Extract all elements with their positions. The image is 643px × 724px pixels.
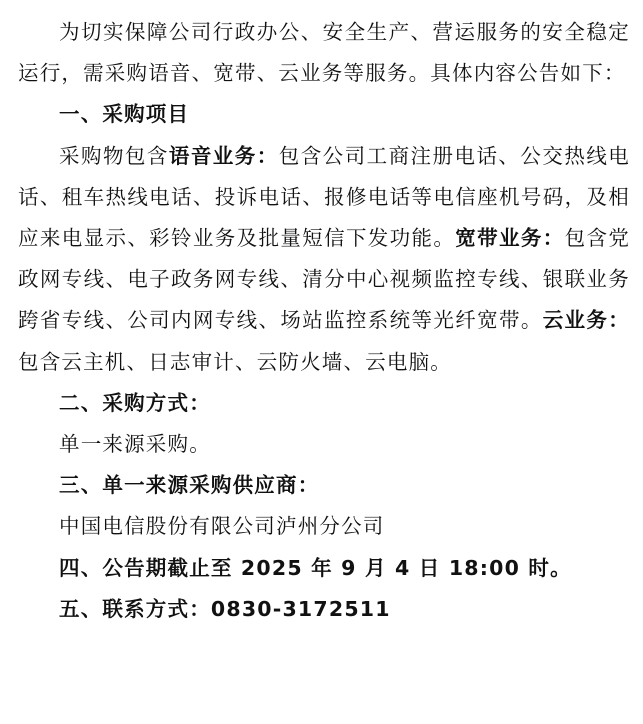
- section-heading-supplier: 三、单一来源采购供应商：: [59, 473, 320, 498]
- supplier-name-text: 中国电信股份有限公司泸州分公司: [59, 514, 385, 539]
- broadband-service-text: 包含党政网专线、电子政务网专线、清分中心视频监控专线、银联业务跨省专线、公司内网专线、场站监控系统等光纤宽带。: [18, 226, 631, 333]
- voice-service-text: 包含公司工商注册电话、公交热线电话、租车热线电话、投诉电话、报修电话等电信座机号码，及相应来电显示、彩铃业务及批量短信下发功能。: [18, 143, 630, 251]
- broadband-service-label: 宽带业务：: [455, 226, 565, 251]
- cloud-service-text: 包含云主机、日志审计、云防火墙、云电脑。: [18, 349, 452, 374]
- cloud-service-label: 云业务：: [542, 308, 630, 333]
- procurement-method-text: 单一来源采购。: [59, 432, 211, 457]
- voice-service-label: 语音业务：: [168, 143, 279, 168]
- section-heading-procurement-method: 二、采购方式：: [59, 390, 211, 415]
- section-heading-procurement-items: 一、采购项目: [59, 102, 190, 127]
- section-heading-deadline: 四、公告期截止至 2025 年 9 月 4 日 18:00 时。: [59, 555, 572, 580]
- procurement-items-paragraph: [18, 136, 630, 383]
- section-heading-contact: 五、联系方式：0830-3172511: [59, 596, 391, 621]
- procurement-lead-text: 采购物包含: [59, 143, 169, 168]
- notice-document: [18, 12, 630, 630]
- intro-paragraph: 为切实保障公司行政办公、安全生产、营运服务的安全稳定运行，需采购语音、宽带、云业务等服务。具体内容公告如下：: [18, 20, 630, 86]
